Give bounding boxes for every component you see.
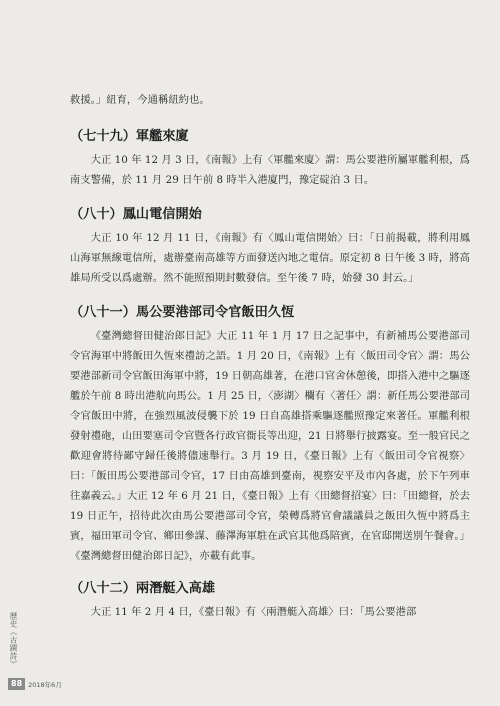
section-body-81: 《臺灣總督田健治郎日記》大正 11 年 1 月 17 日之記事中，有新補馬公要港部司令官海軍中將飯田久恆來禮訪之語。1 月 20 日，《南報》上有〈飯田司令官〉謂：馬公要港部新司令官飯田海軍中將，19 日朝高雄著，在港口官舍休憩後，即搭入港中之驅逐艦於午前 8 時出港航向馬公。1 月 25 日，〈澎湖〉欄有〈著任〉謂：新任馬公要港部司令官飯田中將，在強烈風波侵襲下於 19 日自高雄搭乘驅逐艦照豫定來著任。軍艦利根發射禮砲，山田要塞司令官暨各行政官衙長等出迎，21 日將舉行披露宴。至一般官民之歡迎會將待鄙守歸任後將儘速舉行。3 月 19 日，《臺日報》上有〈飯田司令官視察〉曰：「飯田馬公要港部司令官，17 日由高雄到臺南，視察安平及市內各處，於下午列車往嘉義云。」大正 12 年 6 月 21 日，《臺日報》上有〈田總督招宴〉曰：「田總督，於去 19 日正午，招待此次由馬公要港部司令官，榮轉爲將官會議議員之飯田久恆中將爲主賓，福田軍司令官、鄉田參謀、藤澤海軍駐在武官其他爲陪賓，在官邸開送別午餐會。」《臺灣總督田健治郎日記》，亦載有此事。	[70, 330, 471, 562]
section-heading-80: （八十）鳳山電信開始	[70, 207, 202, 222]
section-body-82: 大正 11 年 2 月 4 日，《臺日報》有〈兩潛艇入高雄〉曰：「馬公要港部	[90, 606, 417, 618]
issue-date: 2018年6月	[28, 680, 62, 689]
intro-paragraph: 救援。」紐育，今通稱紐約也。	[70, 94, 210, 106]
section-body-79: 大正 10 年 12 月 3 日，《南報》上有〈軍艦來廈〉謂：馬公要港所屬軍艦利根，爲南支警備，於 11 月 29 日午前 8 時半入港廈門，豫定碇泊 3 日。	[70, 154, 470, 186]
section-heading-81: （八十一）馬公要港部司令官飯田久恆	[70, 305, 295, 320]
page-number: 88	[8, 678, 25, 690]
page-footer	[8, 677, 62, 691]
journal-side-label: 歷史《古蹟詩》	[9, 612, 18, 668]
section-body-80: 大正 10 年 12 月 11 日，《南報》有〈鳳山電信開始〉曰：「日前揭載，將利用鳳山海軍無線電信所，處辦臺南高雄等方面發送內地之電信。原定初 8 日午後 3 時，將高雄局所受以爲處辦。然不能照預期封數發信。至午後 7 時，始發 30 封云。」	[70, 232, 470, 284]
main-content	[70, 90, 470, 622]
section-heading-79: （七十九）軍艦來廈	[70, 129, 189, 144]
section-heading-82: （八十二）兩潛艇入高雄	[70, 581, 216, 596]
